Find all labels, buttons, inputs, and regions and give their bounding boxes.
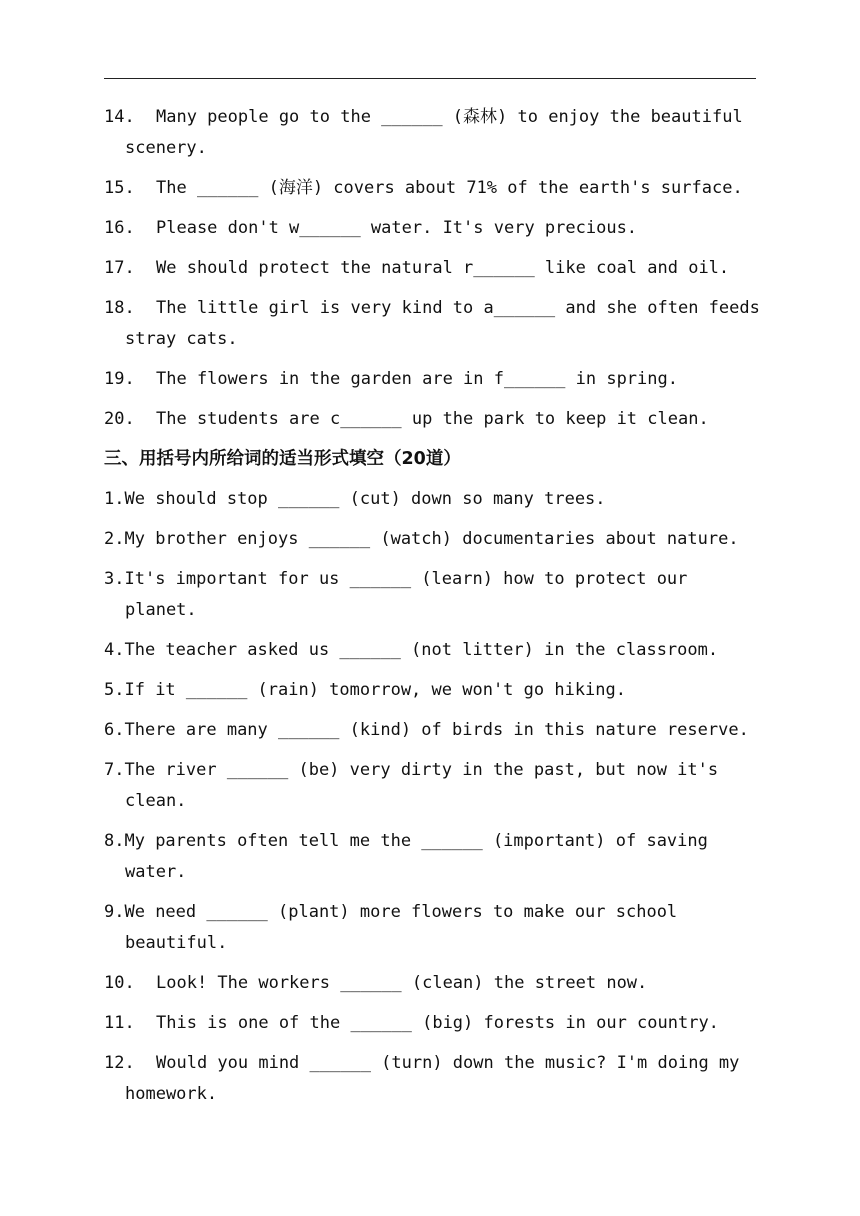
question-text: We should stop ______ (cut) down so many trees.: [124, 489, 606, 509]
question-number: 4.: [104, 640, 125, 660]
question-text: Would you mind ______ (turn) down the music? I'm doing my homework.: [125, 1053, 740, 1104]
question-number: 9.: [104, 902, 125, 922]
question-item: [104, 755, 764, 817]
question-item: [104, 1048, 764, 1110]
question-text: The river ______ (be) very dirty in the past, but now it's clean.: [124, 760, 719, 811]
question-text: My parents often tell me the ______ (important) of saving water.: [124, 831, 708, 882]
question-number: 3.: [104, 569, 125, 589]
question-number: 14.: [104, 107, 135, 127]
question-number: 16.: [104, 218, 135, 238]
question-item: [104, 213, 764, 244]
question-text: The flowers in the garden are in f______ in spring.: [156, 369, 678, 389]
question-number: 11.: [104, 1013, 135, 1033]
question-item: [104, 968, 764, 999]
question-text: The students are c______ up the park to keep it clean.: [156, 409, 709, 429]
header-rule: [104, 78, 756, 79]
question-text: The teacher asked us ______ (not litter) in the classroom.: [124, 640, 719, 660]
question-number: 15.: [104, 178, 135, 198]
question-number: 18.: [104, 298, 135, 318]
question-item: [104, 364, 764, 395]
question-number: 6.: [104, 720, 125, 740]
question-item: [104, 826, 764, 888]
question-text: The little girl is very kind to a______ and she often feeds stray cats.: [125, 298, 760, 349]
section-title: 三、用括号内所给词的适当形式填空（20道）: [104, 449, 461, 469]
question-text: My brother enjoys ______ (watch) documentaries about nature.: [124, 529, 739, 549]
question-item: [104, 675, 764, 706]
question-item: [104, 635, 764, 666]
question-item: [104, 404, 764, 435]
question-text: It's important for us ______ (learn) how to protect our planet.: [124, 569, 688, 620]
question-item: [104, 897, 764, 959]
question-text: The ______ (海洋) covers about 71% of the earth's surface.: [156, 178, 743, 198]
question-item: [104, 173, 764, 204]
question-text: There are many ______ (kind) of birds in this nature reserve.: [124, 720, 749, 740]
question-item: [104, 484, 764, 515]
question-item: [104, 715, 764, 746]
question-number: 19.: [104, 369, 135, 389]
question-number: 7.: [104, 760, 125, 780]
question-item: [104, 253, 764, 284]
question-number: 20.: [104, 409, 135, 429]
question-text: Look! The workers ______ (clean) the street now.: [156, 973, 648, 993]
question-text: We need ______ (plant) more flowers to make our school beautiful.: [124, 902, 678, 953]
question-item: [104, 293, 764, 355]
exercise-content: [104, 102, 764, 1119]
question-number: 8.: [104, 831, 125, 851]
question-item: [104, 524, 764, 555]
question-text: Please don't w______ water. It's very precious.: [156, 218, 638, 238]
question-number: 1.: [104, 489, 125, 509]
question-item: [104, 564, 764, 626]
question-item: [104, 1008, 764, 1039]
question-text: This is one of the ______ (big) forests in our country.: [156, 1013, 719, 1033]
question-number: 12.: [104, 1053, 135, 1073]
question-number: 17.: [104, 258, 135, 278]
question-item: [104, 102, 764, 164]
question-number: 2.: [104, 529, 125, 549]
question-text: If it ______ (rain) tomorrow, we won't go hiking.: [124, 680, 626, 700]
question-text: We should protect the natural r______ like coal and oil.: [156, 258, 730, 278]
question-text: Many people go to the ______ (森林) to enjoy the beautiful scenery.: [125, 107, 743, 158]
question-number: 5.: [104, 680, 125, 700]
question-number: 10.: [104, 973, 135, 993]
